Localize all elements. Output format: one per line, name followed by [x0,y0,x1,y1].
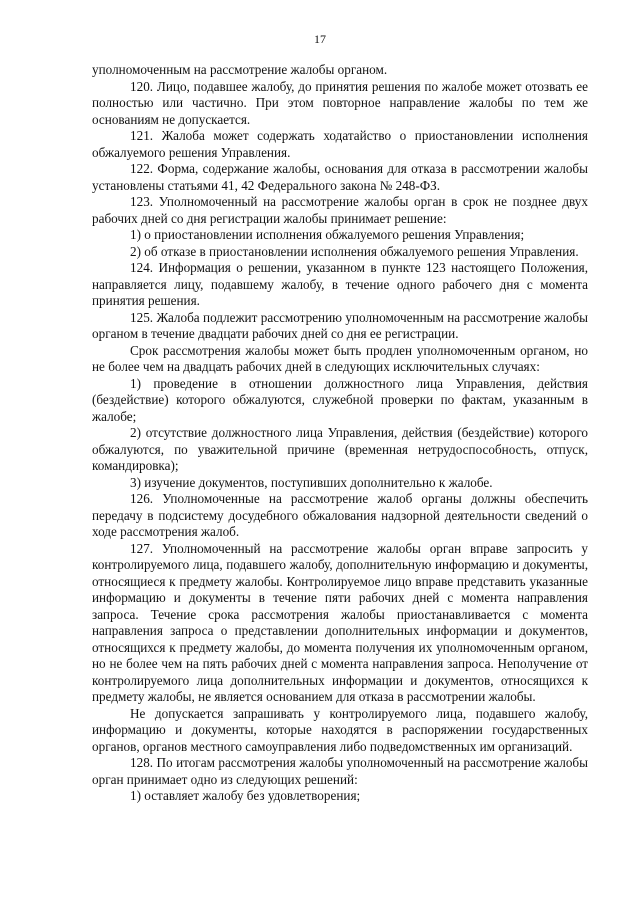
paragraph-127: 127. Уполномоченный на рассмотрение жалобы орган вправе запросить у контролируемого лица, подавшего жалобу, дополнительную информацию и документы, относящиеся к предмету жалобы. Контролируемое лицо вправе представить указанные информацию и документы в течение пяти рабочих дней с момента направления запроса. Течение срока рассмотрения жалобы приостанавливается с момента направления запроса о представлении дополнительных информации и документов, относящихся к предмету жалобы, до момента получения их уполномоченным органом, но не более чем на пять рабочих дней с момента направления запроса. Неполучение от контролируемого лица дополнительных информации и документов, относящихся к предмету жалобы, не является основанием для отказа в рассмотрении жалобы. [92,540,588,704]
paragraph-124: 124. Информация о решении, указанном в пункте 123 настоящего Положения, направляется лицу, подавшему жалобу, в течение одного рабочего дня с момента принятия решения. [92,260,588,308]
list-item: 3) изучение документов, поступивших дополнительно к жалобе. [130,474,493,490]
document-body [92,62,588,805]
list-item: 1) о приостановлении исполнения обжалуемого решения Управления; [130,227,525,242]
paragraph-125: 125. Жалоба подлежит рассмотрению уполномоченным на рассмотрение жалобы органом в течение двадцати рабочих дней со дня ее регистрации. [92,309,588,341]
paragraph-126: 126. Уполномоченные на рассмотрение жалоб органы должны обеспечить передачу в подсистему досудебного обжалования надзорной деятельности сведений о ходе рассмотрения жалоб. [92,491,588,539]
paragraph: Не допускается запрашивать у контролируемого лица, подавшего жалобу, информацию и документы, которые находятся в распоряжении государственных органов, органов местного самоуправления либо подведомственных им организаций. [92,705,588,754]
list-item: 1) оставляет жалобу без удовлетворения; [130,788,361,803]
paragraph: Срок рассмотрения жалобы может быть продлен уполномоченным органом, но не более чем на двадцать рабочих дней в следующих исключительных случаях: [92,342,588,374]
paragraph-122: 122. Форма, содержание жалобы, основания для отказа в рассмотрении жалобы установлены статьями 41, 42 Федерального закона № 248-ФЗ. [92,161,588,193]
list-item: 1) проведение в отношении должностного лица Управления, действия (бездействие) которого обжалуются, служебной проверки по фактам, указанным в жалобе; [92,375,588,424]
page-number: 17 [314,32,326,46]
paragraph: уполномоченным на рассмотрение жалобы органом. [92,62,388,77]
paragraph-121: 121. Жалоба может содержать ходатайство о приостановлении исполнения обжалуемого решения Управления. [92,128,588,160]
paragraph-128: 128. По итогам рассмотрения жалобы уполномоченный на рассмотрение жалобы орган принимает одно из следующих решений: [92,755,588,787]
list-item: 2) об отказе в приостановлении исполнения обжалуемого решения Управления. [130,243,579,259]
list-item: 2) отсутствие должностного лица Управления, действия (бездействие) которого обжалуются, по уважительной причине (временная нетрудоспособность, отпуск, командировка); [92,425,588,473]
paragraph-123: 123. Уполномоченный на рассмотрение жалобы орган в срок не позднее двух рабочих дней со дня регистрации жалобы принимает решение: [92,194,588,226]
paragraph-120: 120. Лицо, подавшее жалобу, до принятия решения по жалобе может отозвать ее полностью или частично. При этом повторное направление жалобы по тем же основаниям не допускается. [92,78,588,127]
